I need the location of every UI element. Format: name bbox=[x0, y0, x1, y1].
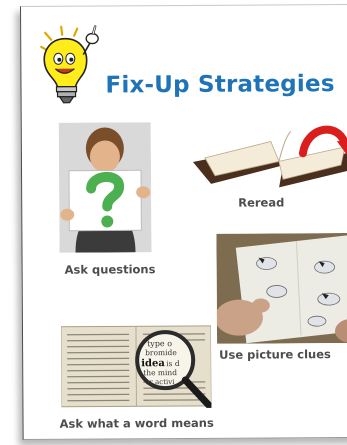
caption-ask-what-a-word-means: Ask what a word means bbox=[59, 415, 214, 431]
magnifier-line-2: bromide bbox=[145, 348, 177, 358]
magnifier-line-5: the mind bbox=[143, 368, 178, 378]
magnifier-line-3: idea bbox=[141, 358, 165, 370]
magnifier-line-4: is d bbox=[166, 359, 180, 369]
dictionary-magnifier-image bbox=[61, 322, 212, 409]
magnifier-line-6: or activi bbox=[145, 378, 175, 387]
bird-book-picture-clues-image bbox=[216, 233, 347, 344]
magnifier-line-1: type o bbox=[147, 339, 173, 349]
caption-ask-questions: Ask questions bbox=[64, 262, 156, 277]
poster bbox=[20, 4, 347, 440]
boy-holding-question-mark-image bbox=[59, 122, 152, 253]
caption-use-picture-clues: Use picture clues bbox=[219, 347, 331, 362]
lightbulb-mascot-icon bbox=[35, 24, 107, 104]
caption-reread: Reread bbox=[238, 195, 285, 210]
open-book-reread-image bbox=[187, 117, 347, 198]
page-title: Fix-Up Strategies bbox=[105, 71, 335, 99]
